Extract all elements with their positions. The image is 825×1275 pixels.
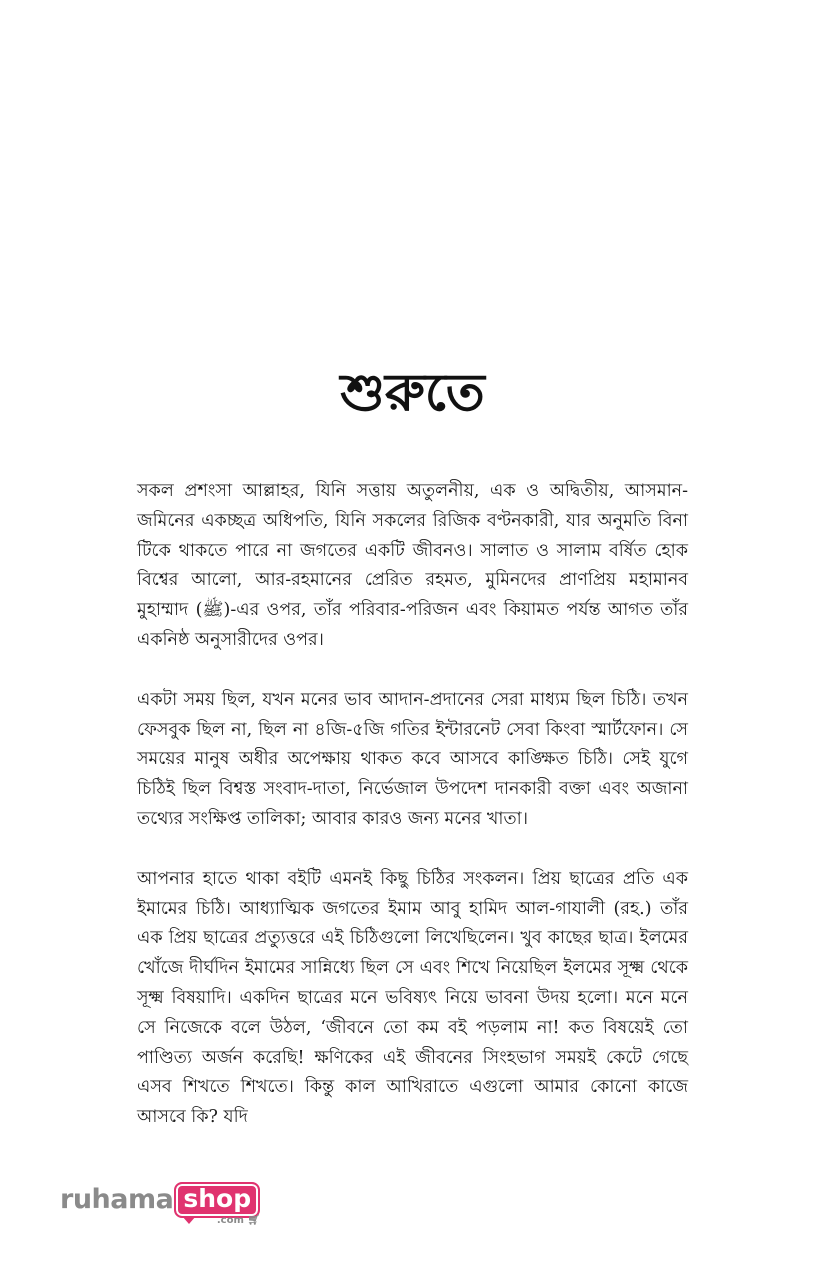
body-text	[137, 477, 688, 1163]
logo-domain-label: .com	[216, 1215, 244, 1226]
paragraph-1: সকল প্রশংসা আল্লাহর, যিনি সত্তায় অতুলনীয়, এক ও অদ্বিতীয়, আসমান-জমিনের একচ্ছত্র অধিপতি, যিনি সকলের রিজিক বণ্টনকারী, যার অনুমতি বিনা টিকে থাকতে পারে না জগতের একটি জীবনও। সালাত ও সালাম বর্ষিত হোক বিশ্বের আলো, আর-রহমানের প্রেরিত রহমত, মুমিনদের প্রাণপ্রিয় মহামানব মুহাম্মাদ (ﷺ)-এর ওপর, তাঁর পরিবার-পরিজন এবং কিয়ামত পর্যন্ত আগত তাঁর একনিষ্ঠ অনুসারীদের ওপর।	[137, 481, 689, 650]
speech-bubble-tail-icon	[182, 1216, 196, 1224]
logo-shop-badge	[174, 1182, 261, 1226]
cart-icon: 🛒︎	[243, 1215, 261, 1226]
logo-shop-text: shop	[174, 1182, 260, 1218]
logo-domain-text	[217, 1215, 260, 1227]
paragraph-3: আপনার হাতে থাকা বইটি এমনই কিছু চিঠির সংকলন। প্রিয় ছাত্রের প্রতি এক ইমামের চিঠি। আধ্যাত্মিক জগতের ইমাম আবু হামিদ আল-গাযালী (রহ.) তাঁর এক প্রিয় ছাত্রের প্রত্যুত্তরে এই চিঠিগুলো লিখেছিলেন। খুব কাছের ছাত্র। ইলমের খোঁজে দীর্ঘদিন ইমামের সান্নিধ্যে ছিল সে এবং শিখে নিয়েছিল ইলমের সূক্ষ্ম থেকে সূক্ষ্ম বিষয়াদি। একদিন ছাত্রের মনে ভবিষ্যৎ নিয়ে ভাবনা উদয় হলো। মনে মনে সে নিজেকে বলে উঠল, ‘জীবনে তো কম বই পড়লাম না! কত বিষয়েই তো পাণ্ডিত্য অর্জন করেছি! ক্ষণিকের এই জীবনের সিংহভাগ সময়ই কেটে গেছে এসব শিখতে শিখতে। কিন্তু কাল আখিরাতে এগুলো আমার কোনো কাজে আসবে কি? যদি	[137, 868, 688, 1128]
page-title: শুরুতে	[340, 362, 485, 423]
paragraph-2: একটা সময় ছিল, যখন মনের ভাব আদান-প্রদানের সেরা মাধ্যম ছিল চিঠি। তখন ফেসবুক ছিল না, ছিল না ৪জি-৫জি গতির ইন্টারনেট সেবা কিংবা স্মার্টফোন। সে সময়ের মানুষ অধীর অপেক্ষায় থাকত কবে আসবে কাঙ্ক্ষিত চিঠি। সেই যুগে চিঠিই ছিল বিশ্বস্ত সংবাদ-দাতা, নির্ভেজাল উপদেশ দানকারী বক্তা এবং অজানা তথ্যের সংক্ষিপ্ত তালিকা; আবার কারও জন্য মনের খাতা।	[137, 689, 688, 829]
ruhamashop-logo	[60, 1178, 261, 1226]
logo-ruhama-text: ruhama	[60, 1184, 174, 1215]
